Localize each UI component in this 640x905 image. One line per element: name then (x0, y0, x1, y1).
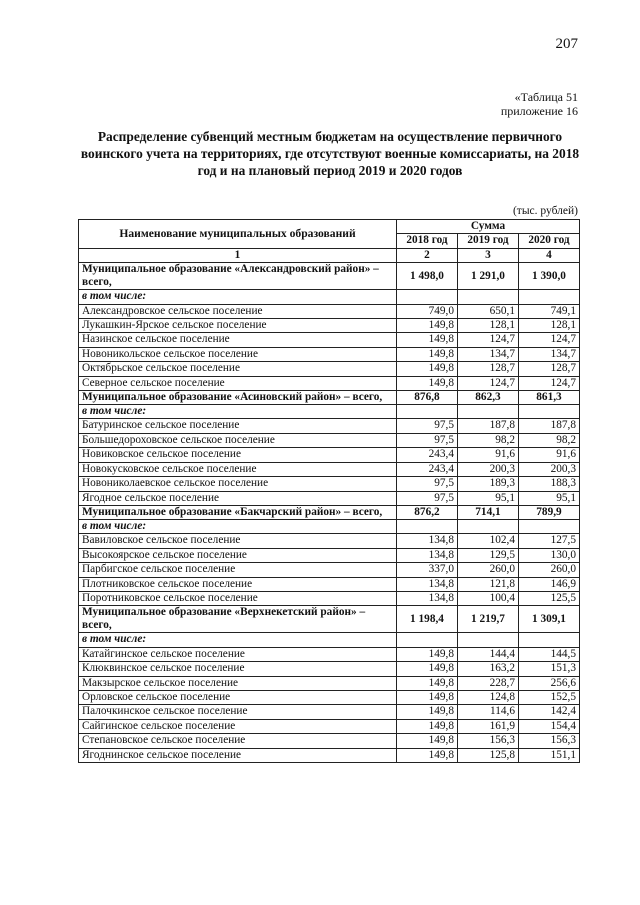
including-row (79, 290, 580, 304)
settlement-value: 650,1 (458, 304, 519, 318)
settlement-value: 125,5 (519, 591, 580, 605)
total-value: 876,2 (397, 505, 458, 519)
settlement-value: 149,8 (397, 647, 458, 661)
settlement-value: 163,2 (458, 662, 519, 676)
empty-cell (397, 405, 458, 419)
column-number: 3 (458, 248, 519, 262)
total-value: 861,3 (519, 391, 580, 405)
settlement-value: 124,7 (519, 333, 580, 347)
settlement-value: 134,7 (458, 347, 519, 361)
settlement-value: 149,8 (397, 662, 458, 676)
total-value: 1 390,0 (519, 263, 580, 290)
table-row (79, 591, 580, 605)
settlement-value: 256,6 (519, 676, 580, 690)
settlement-name: Александровское сельское поселение (79, 304, 397, 318)
settlement-value: 188,3 (519, 477, 580, 491)
settlement-value: 128,1 (519, 319, 580, 333)
settlement-value: 91,6 (519, 448, 580, 462)
settlement-name: Лукашкин-Ярское сельское поселение (79, 319, 397, 333)
settlement-value: 187,8 (458, 419, 519, 433)
settlement-name: Парбигское сельское поселение (79, 563, 397, 577)
settlement-value: 114,6 (458, 705, 519, 719)
settlement-value: 144,5 (519, 647, 580, 661)
empty-cell (458, 633, 519, 647)
settlement-value: 189,3 (458, 477, 519, 491)
settlement-name: Плотниковское сельское поселение (79, 577, 397, 591)
settlement-value: 134,8 (397, 548, 458, 562)
table-row (79, 548, 580, 562)
settlement-value: 149,8 (397, 376, 458, 390)
table-row (79, 347, 580, 361)
settlement-value: 337,0 (397, 563, 458, 577)
table-row (79, 333, 580, 347)
settlement-name: Батуринское сельское поселение (79, 419, 397, 433)
settlement-value: 151,3 (519, 662, 580, 676)
document-title: Распределение субвенций местным бюджетам на осуществление первичного воинского учета на территориях, где отсутствуют военные комиссариаты, на 2018 год и на плановый период 2019 и 2020 годов (80, 129, 580, 178)
settlement-value: 102,4 (458, 534, 519, 548)
table-row (79, 491, 580, 505)
settlement-value: 97,5 (397, 433, 458, 447)
column-number: 4 (519, 248, 580, 262)
table-row (79, 448, 580, 462)
settlement-value: 749,0 (397, 304, 458, 318)
including-row (79, 633, 580, 647)
municipality-name: Муниципальное образование «Асиновский район» – всего, (79, 391, 397, 405)
settlement-value: 95,1 (458, 491, 519, 505)
total-value: 862,3 (458, 391, 519, 405)
settlement-value: 134,7 (519, 347, 580, 361)
municipality-total-row (79, 391, 580, 405)
annex-appendix-ref: приложение 16 (500, 104, 578, 118)
settlement-value: 187,8 (519, 419, 580, 433)
settlement-value: 152,5 (519, 690, 580, 704)
municipality-name: Муниципальное образование «Бакчарский район» – всего, (79, 505, 397, 519)
subvention-table (78, 219, 580, 763)
including-label: в том числе: (79, 290, 397, 304)
settlement-name: Ягодное сельское поселение (79, 491, 397, 505)
settlement-value: 156,3 (519, 734, 580, 748)
settlement-value: 146,9 (519, 577, 580, 591)
municipality-total-row (79, 263, 580, 290)
settlement-value: 127,5 (519, 534, 580, 548)
settlement-name: Северное сельское поселение (79, 376, 397, 390)
municipality-name: Муниципальное образование «Александровский район» – всего, (79, 263, 397, 290)
settlement-name: Высокоярское сельское поселение (79, 548, 397, 562)
empty-cell (458, 290, 519, 304)
settlement-name: Большедороховское сельское поселение (79, 433, 397, 447)
settlement-value: 124,7 (458, 333, 519, 347)
municipality-total-row (79, 606, 580, 633)
including-label: в том числе: (79, 405, 397, 419)
settlement-value: 95,1 (519, 491, 580, 505)
settlement-value: 156,3 (458, 734, 519, 748)
municipality-name: Муниципальное образование «Верхнекетский район» – всего, (79, 606, 397, 633)
total-value: 1 291,0 (458, 263, 519, 290)
settlement-value: 149,8 (397, 690, 458, 704)
table-row (79, 433, 580, 447)
empty-cell (519, 290, 580, 304)
table-row (79, 647, 580, 661)
settlement-value: 98,2 (458, 433, 519, 447)
settlement-value: 129,5 (458, 548, 519, 562)
column-number: 2 (397, 248, 458, 262)
settlement-value: 149,8 (397, 362, 458, 376)
total-value: 1 498,0 (397, 263, 458, 290)
table-row (79, 304, 580, 318)
settlement-value: 134,8 (397, 577, 458, 591)
annex-table-ref: «Таблица 51 (514, 90, 578, 104)
table-row (79, 690, 580, 704)
empty-cell (458, 519, 519, 533)
settlement-value: 97,5 (397, 477, 458, 491)
table-row (79, 563, 580, 577)
settlement-name: Сайгинское сельское поселение (79, 719, 397, 733)
including-row (79, 519, 580, 533)
total-value: 1 219,7 (458, 606, 519, 633)
settlement-value: 149,8 (397, 676, 458, 690)
settlement-value: 149,8 (397, 748, 458, 762)
settlement-value: 134,8 (397, 591, 458, 605)
header-sum: Сумма (397, 220, 580, 234)
settlement-value: 125,8 (458, 748, 519, 762)
settlement-value: 243,4 (397, 462, 458, 476)
total-value: 876,8 (397, 391, 458, 405)
settlement-name: Орловское сельское поселение (79, 690, 397, 704)
settlement-value: 243,4 (397, 448, 458, 462)
settlement-value: 228,7 (458, 676, 519, 690)
settlement-name: Новоникольское сельское поселение (79, 347, 397, 361)
settlement-value: 97,5 (397, 491, 458, 505)
settlement-value: 260,0 (519, 563, 580, 577)
settlement-name: Катайгинское сельское поселение (79, 647, 397, 661)
table-row (79, 534, 580, 548)
empty-cell (458, 405, 519, 419)
settlement-value: 97,5 (397, 419, 458, 433)
settlement-value: 149,8 (397, 333, 458, 347)
page-number: 207 (555, 36, 578, 52)
empty-cell (397, 290, 458, 304)
settlement-value: 91,6 (458, 448, 519, 462)
municipality-total-row (79, 505, 580, 519)
settlement-value: 121,8 (458, 577, 519, 591)
table-row (79, 419, 580, 433)
settlement-value: 128,7 (519, 362, 580, 376)
table-row (79, 676, 580, 690)
total-value: 1 309,1 (519, 606, 580, 633)
table-row (79, 748, 580, 762)
table-body (79, 263, 580, 763)
table-row (79, 719, 580, 733)
header-year: 2020 год (519, 234, 580, 248)
settlement-value: 134,8 (397, 534, 458, 548)
empty-cell (519, 519, 580, 533)
settlement-value: 200,3 (519, 462, 580, 476)
settlement-name: Ягоднинское сельское поселение (79, 748, 397, 762)
settlement-value: 161,9 (458, 719, 519, 733)
settlement-name: Палочкинское сельское поселение (79, 705, 397, 719)
total-value: 789,9 (519, 505, 580, 519)
including-label: в том числе: (79, 633, 397, 647)
settlement-name: Клюквинское сельское поселение (79, 662, 397, 676)
settlement-name: Новониколаевское сельское поселение (79, 477, 397, 491)
header-year: 2018 год (397, 234, 458, 248)
settlement-value: 128,1 (458, 319, 519, 333)
empty-cell (519, 405, 580, 419)
table-row (79, 319, 580, 333)
settlement-name: Назинское сельское поселение (79, 333, 397, 347)
settlement-value: 151,1 (519, 748, 580, 762)
empty-cell (397, 633, 458, 647)
settlement-value: 128,7 (458, 362, 519, 376)
header-name: Наименование муниципальных образований (79, 220, 397, 249)
settlement-value: 749,1 (519, 304, 580, 318)
column-number: 1 (79, 248, 397, 262)
settlement-value: 144,4 (458, 647, 519, 661)
including-label: в том числе: (79, 519, 397, 533)
table-row (79, 362, 580, 376)
total-value: 1 198,4 (397, 606, 458, 633)
settlement-value: 100,4 (458, 591, 519, 605)
empty-cell (397, 519, 458, 533)
units-note: (тыс. рублей) (512, 205, 578, 217)
table-row (79, 662, 580, 676)
table-row (79, 462, 580, 476)
settlement-value: 124,8 (458, 690, 519, 704)
settlement-value: 149,8 (397, 719, 458, 733)
settlement-value: 149,8 (397, 347, 458, 361)
table-row (79, 376, 580, 390)
table-row (79, 734, 580, 748)
settlement-name: Макзырское сельское поселение (79, 676, 397, 690)
empty-cell (519, 633, 580, 647)
settlement-value: 98,2 (519, 433, 580, 447)
settlement-value: 200,3 (458, 462, 519, 476)
settlement-value: 149,8 (397, 734, 458, 748)
including-row (79, 405, 580, 419)
table-row (79, 577, 580, 591)
settlement-name: Новиковское сельское поселение (79, 448, 397, 462)
table-row (79, 705, 580, 719)
settlement-value: 154,4 (519, 719, 580, 733)
settlement-name: Новокусковское сельское поселение (79, 462, 397, 476)
settlement-value: 124,7 (458, 376, 519, 390)
settlement-name: Поротниковское сельское поселение (79, 591, 397, 605)
settlement-name: Степановское сельское поселение (79, 734, 397, 748)
settlement-value: 149,8 (397, 705, 458, 719)
table-row (79, 477, 580, 491)
total-value: 714,1 (458, 505, 519, 519)
header-year: 2019 год (458, 234, 519, 248)
settlement-value: 142,4 (519, 705, 580, 719)
settlement-value: 130,0 (519, 548, 580, 562)
settlement-value: 260,0 (458, 563, 519, 577)
settlement-value: 124,7 (519, 376, 580, 390)
settlement-name: Октябрьское сельское поселение (79, 362, 397, 376)
annex-label (501, 90, 578, 118)
settlement-value: 149,8 (397, 319, 458, 333)
settlement-name: Вавиловское сельское поселение (79, 534, 397, 548)
